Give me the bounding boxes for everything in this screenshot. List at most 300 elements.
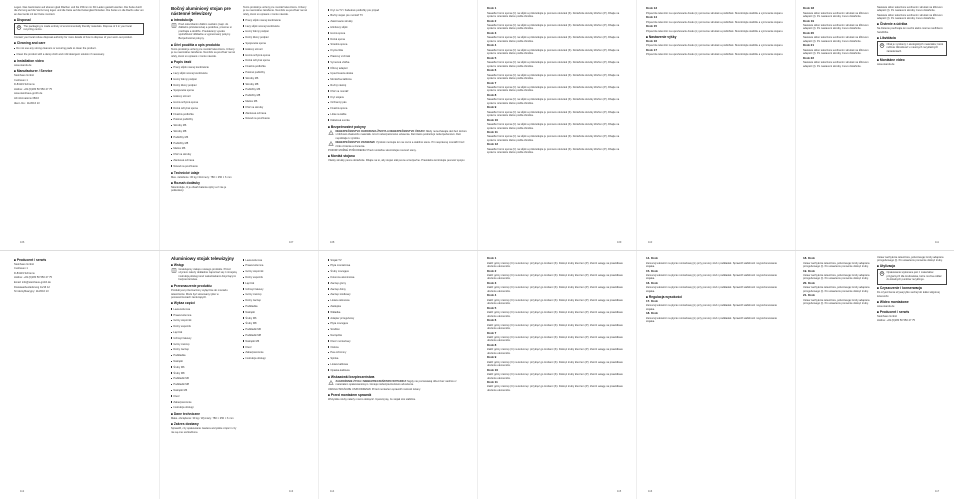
list-item-label: Dolny zaczep — [173, 348, 189, 352]
list-item-label: Ochranný pás — [330, 101, 347, 105]
service-heading: ■ Producent / serwis — [877, 309, 910, 314]
column-right — [877, 256, 947, 324]
list-item-label: Plastový vrchnák — [330, 54, 350, 58]
step-text: Nasaďte hornú spona (C) na stĺpik a priskrutkujte ju pomocou skrutiek (K). Dotiahnite skrutky kľúčom (P). Dbajte na správnu orientáciu dielov podľa obrázka. — [487, 98, 620, 105]
list-item — [171, 153, 237, 156]
list-item — [171, 406, 237, 409]
page-number: 115 — [617, 490, 622, 493]
list-item — [243, 346, 309, 349]
list-item — [171, 113, 237, 116]
list-item-label: Kryt na TV / Kabelové podložky pre prípad — [330, 8, 380, 12]
column-left — [171, 6, 237, 194]
parts-list — [328, 259, 398, 372]
step-text: Nasaďte hornú spona (C) na stĺpik a priskrutkujte ju pomocou skrutiek (K). Dotiahnite skrutky kľúčom (P). Dbajte na správnu orientáciu dielov podľa obrázka. — [487, 73, 620, 80]
page-top-4 — [477, 0, 636, 250]
list-item-label: Szablon — [330, 328, 340, 332]
list-item-label: Śruby M8 — [173, 371, 185, 375]
manufacturer-line: Hotline: +49 (0)180 50 550 47 75 — [14, 87, 52, 91]
list-item — [171, 118, 237, 121]
list-item — [243, 25, 309, 28]
step-text: Załóż górny zaczep (C) na kolumnę i przykręć go śrubami (K). Dokręć śruby kluczem (P). Zwróć uwagę na prawidłowe ułożenie elementów. — [487, 286, 623, 293]
list-item — [171, 366, 237, 369]
list-item — [243, 77, 309, 80]
page-bottom-5 — [636, 250, 795, 499]
list-item-label: Matice M6 — [245, 99, 258, 103]
step-heading: 16. Krok — [646, 280, 658, 285]
page-number: 110 — [648, 241, 653, 244]
list-item-label: Stredná spona — [330, 43, 348, 47]
disposal-heading: ■ Utylizacja — [877, 264, 896, 269]
producer-line: Email: info@steinhaus-gmbh.de — [14, 280, 51, 284]
list-item — [328, 293, 398, 296]
list-item — [243, 54, 309, 57]
step-heading: 17. Krok — [646, 298, 658, 303]
step-heading: Krok 16 — [646, 38, 658, 43]
scope-text: Sprawdź, czy opakowanie zawiera wszystkie części i czy nie są one uszkodzone. — [171, 427, 237, 434]
warning-title: NEBEZPEČENSTVO OHROZENIA ŽIVOTA A NEBEZPEČENSTVO ÚRAZU! — [335, 129, 425, 133]
parts-list — [328, 9, 398, 122]
list-item — [328, 78, 398, 81]
list-item-label: Górny wspornik — [245, 270, 264, 274]
list-item — [328, 101, 398, 104]
steps-column — [487, 256, 627, 393]
list-item-label: Nakrętki M6 — [245, 339, 260, 343]
page-bottom-1 — [0, 250, 159, 499]
step-heading: Krok 8 — [487, 342, 497, 347]
list-item — [328, 276, 398, 279]
list-item-label: Instrukcja obsługi — [173, 406, 194, 410]
step-heading: Krok 1 — [487, 6, 497, 11]
parts-list — [243, 259, 309, 361]
list-item-label: Pas ochronny — [330, 351, 347, 355]
list-item-label: Lewa kolumna — [245, 258, 263, 262]
list-item — [243, 65, 309, 68]
list-item — [171, 337, 237, 340]
list-item — [171, 165, 237, 168]
list-item — [171, 107, 237, 110]
disposal-text: Obal je vyrobený z ekologických materiálov, ktoré môžete zlikvidovať v miestnych recyklačných zariadeniach. — [886, 42, 944, 53]
disposal-box — [877, 269, 947, 284]
step-text: Załóż górny zaczep (C) na kolumnę i przykręć go śrubami (K). Dokręć śruby kluczem (P). Zwróć uwagę na prawidłowe ułożenie elementów. — [487, 373, 623, 380]
column — [328, 6, 468, 164]
step-text: Nasaďte hornú spona (C) na stĺpik a priskrutkujte ju pomocou skrutiek (K). Dotiahnite skrutky kľúčom (P). Dbajte na správnu orientáciu dielov podľa obrázka. — [487, 147, 620, 155]
step-heading: Krok 19 — [803, 18, 815, 23]
list-item-label: Osłona — [330, 345, 339, 349]
page-bottom-6 — [795, 250, 954, 499]
scope-text: Skontrolujte, či je obsah balenia úplný a či nie je poškodený. — [171, 185, 227, 192]
producer-line: Hotline: +49 (0)180 50 550 47 75 — [877, 319, 915, 323]
step-text: Zamocuj telewizor na płycie montażowej (L) przy pomocy śrub i podkładek. Sprawdź stabilność i wypoziomowanie stojaka. — [646, 304, 777, 311]
steps-column — [487, 6, 627, 156]
step-text: Zamocuj telewizor na płycie montażowej (L) przy pomocy śrub i podkładek. Sprawdź stabilność i wypoziomowanie stojaka. — [646, 261, 777, 268]
list-item-label: Návod na používanie — [173, 164, 198, 168]
list-item-label: Kľúč na skrutky — [173, 153, 192, 157]
column — [646, 6, 786, 58]
list-item — [243, 322, 309, 325]
step-text: Nasaďte hornú spona (C) na stĺpik a priskrutkujte ju pomocou skrutiek (K). Dotiahnite skrutky kľúčom (P). Dbajte na správnu orientáciu dielov podľa obrázka. — [487, 61, 620, 68]
step-text: Pripevnite televízor na upevňovaciu dosku (L) pomocou skrutiek a podložiek. Skontrolujte stabilitu a vyrovnanie stojanu. — [646, 44, 784, 48]
list-item — [171, 389, 237, 392]
step-heading: Krok 9 — [487, 105, 497, 110]
list-item-label: Śruby M6 — [173, 365, 185, 369]
step-text: Nasaďte hornú spona (C) na stĺpik a priskrutkujte ju pomocou skrutiek (K). Dotiahnite skrutky kľúčom (P). Dbajte na správnu orientáciu dielov podľa obrázka. — [487, 135, 620, 142]
svg-text:!: ! — [330, 381, 332, 385]
list-item — [328, 259, 398, 262]
disposal-text-2: Contact your local refuse disposal authority for more details of how to dispose of your worn-out product. — [14, 35, 133, 39]
step-heading: Krok 18 — [803, 6, 815, 11]
step-heading: Krok 20 — [803, 30, 815, 35]
step-text: Pripevnite televízor na upevňovaciu dosku (L) pomocou skrutiek a podložiek. Skontrolujte stabilitu a vyrovnanie stojanu. — [646, 11, 784, 15]
step-text: Ustaw nachylenie telewizora, poluzowując śruby adaptera przegubowego (I). Po ustawieniu ponownie dokręć śruby. — [803, 286, 870, 293]
warning-icon — [328, 130, 334, 135]
warning-icon — [328, 141, 334, 146]
list-item — [328, 317, 398, 320]
assembly-text: Wszystkie śruby należy mocno dokręcić. Upewnij się, że stojak stoi stabilnie. — [328, 397, 416, 401]
list-item-label: Zabezpieczenie — [173, 400, 192, 404]
page-number: 116 — [648, 490, 653, 493]
warning-block — [328, 130, 468, 141]
install-heading: ■ Installation video — [14, 59, 44, 63]
page-top-2 — [159, 0, 318, 250]
step-heading: Krok 22 — [803, 55, 815, 60]
step-heading: Krok 12 — [487, 142, 499, 147]
manufacturer-line: Steinhaus GmbH — [14, 74, 34, 77]
list-item-label: Klucz — [245, 345, 252, 349]
parts-list — [171, 66, 237, 168]
list-item — [328, 270, 398, 273]
producer-line: Hotline: +49 (0)180 50 550 47 75 — [14, 276, 52, 280]
step-text: Zamocuj telewizor na płycie montażowej (L) przy pomocy śrub i podkładek. Sprawdź stabilność i wypoziomowanie stojaka. — [646, 316, 777, 324]
step-heading: Krok 11 — [487, 130, 498, 135]
tech-text: Maks. obciążenie: 30 kg / Wymiary: 780 × 250 × 6 mm — [171, 417, 234, 421]
column-right — [243, 256, 309, 363]
recycle-icon — [16, 25, 22, 30]
list-item-label: Bočný stojan pre montáž TV — [330, 14, 363, 18]
list-item-label: Płyta montażowa — [330, 264, 351, 268]
list-item — [243, 351, 309, 354]
list-item — [328, 119, 398, 122]
list-item — [171, 360, 237, 363]
purpose-heading: ■ Przeznaczenie produktu — [171, 284, 212, 289]
list-item-label: Kľúč na montáž — [330, 89, 349, 93]
step-text: Nasaďte hornú spona (C) na stĺpik a priskrutkujte ju pomocou skrutiek (K). Dotiahnite skrutky kľúčom (P). Dbajte na správnu orientáciu dielov podľa obrázka. — [487, 123, 620, 130]
list-item-label: Klucz montażowy — [330, 339, 351, 343]
list-item-label: Listwa osłonowa — [330, 299, 350, 303]
step-text: Załóż górny zaczep (C) na kolumnę i przykręć go śrubami (K). Dokręć śruby kluczem (P). Zwróć uwagę na prawidłowe ułożenie elementów. — [487, 298, 623, 306]
list-item-label: Zámková ochrana — [173, 158, 195, 162]
parts-list — [171, 308, 237, 410]
step-heading: Krok 2 — [487, 268, 497, 273]
list-item-label: Hliníkový stĺpik — [330, 25, 348, 29]
list-item — [328, 288, 398, 291]
list-item-label: Fixačná spona — [330, 107, 348, 111]
step-heading: Krok 10 — [487, 117, 499, 122]
page-title: Bočný aluminiový stojan pre nástenné televízory — [171, 6, 231, 16]
list-item-label: Kryt stojanu — [330, 95, 345, 99]
page-number: 113 — [289, 490, 294, 493]
list-item — [171, 308, 237, 311]
list-item — [243, 305, 309, 308]
section-heading: ■ Regulacja wysokości — [646, 294, 683, 299]
list-item — [171, 383, 237, 386]
scope-heading: ■ Rozsah dodávky — [171, 180, 200, 185]
step-text: Załóż górny zaczep (C) na kolumnę i przykręć go śrubami (K). Dokręć śruby kluczem (P). Zwróć uwagę na prawidłowe ułożenie elementów. — [487, 360, 623, 368]
page-number: 109 — [617, 241, 622, 244]
step-text: Nastavte sklon televízora uvoľnením skrutiek na kĺbovom adaptéri (I). Po nastavení skrutky znovu dotiahnite. — [803, 48, 869, 56]
list-item — [171, 130, 237, 133]
purpose-text: Produkt jest przeznaczony wyłącznie do montażu telewizorów. Może być stosowany tylko w pomieszczeniach zamkniętych. — [171, 289, 228, 300]
list-item-label: Návod na používanie — [245, 117, 270, 121]
step-text: Ustaw nachylenie telewizora, poluzowując śruby adaptera przegubowego (I). Po ustawieniu ponownie dokręć śruby. — [877, 256, 944, 263]
page-top-6 — [795, 0, 954, 250]
list-item — [243, 36, 309, 39]
list-item — [243, 340, 309, 343]
column-left — [803, 256, 873, 307]
step-heading: Krok 13 — [646, 6, 658, 11]
care-text: Na čistenie používajte len suchú alebo mierne navlhčenú handričku. — [877, 27, 943, 34]
step-heading: 21. Krok — [803, 293, 815, 298]
steps-list — [646, 40, 786, 57]
disposal-box — [877, 41, 947, 56]
notice-text: UWAGA! MOŻLIWE USZKODZENIA! Przed montażem sprawdź nośność ściany. — [328, 387, 421, 391]
list-item-label: Łącznik — [173, 331, 183, 334]
step-heading: Krok 3 — [487, 280, 497, 285]
list-item — [243, 94, 309, 97]
manufacturer-heading: ■ Manufacturer / Service — [14, 69, 53, 73]
step-text: Nastavte sklon televízora uvoľnením skrutiek na kĺbovom adaptéri (I). Po nastavení skrutky znovu dotiahnite. — [803, 36, 869, 43]
list-item — [243, 288, 309, 291]
producer-line: Steinhaus GmbH — [877, 314, 897, 318]
manufacturer-line: Cuxhaven 1 — [14, 78, 28, 82]
list-item — [243, 106, 309, 109]
list-item-label: Skrutky M8 — [245, 82, 259, 86]
list-item — [171, 348, 237, 351]
list-item — [171, 142, 237, 145]
list-item — [328, 328, 398, 331]
list-item-label: Nakrętki — [245, 310, 255, 314]
list-item — [171, 136, 237, 139]
video-heading: ■ Wideo montażowe — [877, 299, 909, 304]
steps-list — [803, 7, 873, 68]
step-heading: Krok 5 — [487, 305, 497, 310]
list-item — [328, 49, 398, 52]
step-text: Nastavte sklon televízora uvoľnením skrutiek na kĺbovom adaptéri (I). Po nastavení skrutky znovu dotiahnite. — [803, 11, 869, 18]
list-item-label: Spojovacia spona — [245, 42, 266, 45]
step-text: Pripevnite televízor na upevňovaciu dosku (L) pomocou skrutiek a podložiek. Skontrolujte stabilitu a vyrovnanie stojanu. — [646, 29, 784, 33]
list-item-label: Spojovacia spona — [173, 89, 194, 93]
step-text: Nasaďte hornú spona (C) na stĺpik a priskrutkujte ju pomocou skrutiek (K). Dotiahnite skrutky kľúčom (P). Dbajte na správnu orientáciu dielov podľa obrázka. — [487, 110, 620, 118]
list-item-label: Górny zaczep — [173, 342, 190, 346]
disposal-heading: ■ Disposal — [14, 17, 31, 22]
list-item-label: Zaślepka — [330, 304, 341, 308]
page-number: 107 — [289, 241, 294, 244]
list-item-label: Dolný šikmý podpier — [173, 83, 197, 87]
list-item-label: Ľavý stĺpik nosnej konštrukcie — [173, 72, 208, 76]
warning-text: Nigdy nie pozostawiaj dzieci bez nadzoru z materiałem opakowaniowym. Istnieje niebezpieczeństwo uduszenia. — [335, 379, 457, 387]
warning-text: Výrobok montujte len na rovnú a stabilnú stenu. Pri nesprávnej montáži hrozí riziko zrútenia a zranenia. — [335, 141, 465, 148]
list-item — [243, 83, 309, 86]
list-item — [243, 117, 309, 120]
step-text: Nastavte sklon televízora uvoľnením skrutiek na kĺbovom adaptéri (I). Po nastavení skrutky znovu dotiahnite. — [877, 6, 943, 13]
list-item — [328, 264, 398, 267]
producer-line: Nr identyfikacyjny: 11/2016 13 — [14, 290, 49, 294]
step-text: Nasaďte hornú spona (C) na stĺpik a priskrutkujte ju pomocou skrutiek (K). Dotiahnite skrutky kľúčom (P). Dbajte na správnu orientáciu dielov podľa obrázka. — [487, 85, 620, 93]
list-item — [243, 264, 309, 267]
steps-list — [646, 257, 786, 293]
svg-text:!: ! — [330, 143, 332, 147]
info-block — [171, 268, 237, 283]
list-item — [171, 84, 237, 87]
step-heading: Krok 5 — [487, 55, 497, 60]
video-url[interactable]: www.stands.de — [877, 304, 895, 308]
list-item-label: Lewa kolumna — [173, 307, 191, 311]
list-item — [328, 305, 398, 308]
list-item-label: Dolná úchytná spona — [173, 106, 198, 110]
list-item-label: Podkładki M6 — [245, 328, 261, 332]
list-item-label: Podložky M6 — [173, 135, 189, 139]
producer-heading: ■ Producent / serwis — [14, 257, 47, 262]
list-item — [171, 325, 237, 328]
step-heading: 18. Krok — [646, 311, 658, 316]
step-text: Ustaw nachylenie telewizora, poluzowując śruby adaptera przegubowego (I). Po ustawieniu ponownie dokręć śruby. — [803, 261, 870, 268]
list-item-label: Zaczep środkowy — [330, 293, 351, 297]
step-text: Zamocuj telewizor na płycie montażowej (L) przy pomocy śrub i podkładek. Sprawdź stabilność i wypoziomowanie stojaka. — [646, 273, 777, 281]
step-heading: Krok 21 — [803, 43, 815, 48]
list-item — [243, 357, 309, 360]
manufacturer-line: D-84119 Schrems — [14, 83, 35, 87]
step-heading: Krok 15 — [646, 24, 658, 29]
page-bottom-2 — [159, 250, 318, 499]
step-heading: 20. Krok — [803, 280, 815, 285]
scope-heading: ■ Zakres dostawy — [171, 422, 199, 427]
manufacturer-line: www.steinhaus-gmbh.de — [14, 92, 43, 96]
list-item — [328, 9, 398, 12]
list-item-label: Nakrętki — [173, 359, 183, 363]
list-item — [328, 61, 398, 64]
step-heading: Krok 10 — [487, 367, 499, 372]
list-item-label: Kľúč na skrutky — [245, 105, 264, 109]
page-top-1 — [0, 0, 159, 250]
safety-heading: ■ Bezpečnostné pokyny — [328, 124, 366, 129]
list-item-label: Lišta na káble — [330, 112, 347, 116]
list-item-label: Podkładki M8 — [245, 333, 261, 337]
list-item — [328, 107, 398, 110]
list-item — [328, 55, 398, 58]
list-item — [171, 159, 237, 162]
list-item-label: Uchwyt hakowy — [173, 336, 192, 340]
purpose-heading: ■ Účel použitia a opis produktu — [171, 42, 220, 47]
warning-icon — [328, 380, 334, 385]
tech-text: Max. zaťaženie: 30 kg / Rozmery: 780 × 250 × 6 mm — [171, 175, 232, 179]
list-item-label: Instrukcja obsługi — [245, 357, 266, 361]
install-url[interactable]: www.stands.de — [14, 64, 32, 67]
column — [14, 6, 144, 106]
list-item-label: Horný šikmý podpier — [173, 77, 198, 81]
list-item — [243, 30, 309, 33]
list-item-label: Listwa kablowa — [330, 362, 348, 366]
list-item — [243, 270, 309, 273]
list-item-label: Skrutky M6 — [173, 124, 187, 128]
book-icon — [171, 268, 177, 273]
step-heading: Krok 6 — [487, 68, 497, 73]
list-item-label: Pravý stĺpik nosnej konštrukcie — [245, 18, 281, 22]
list-item — [328, 113, 398, 116]
step-heading: Krok 6 — [487, 318, 497, 323]
list-item-label: Podkładki M8 — [173, 383, 189, 387]
step-text: Nasaďte hornú spona (C) na stĺpik a priskrutkujte ju pomocou skrutiek (K). Dotiahnite skrutky kľúčom (P). Dbajte na správnu orientáciu dielov podľa obrázka. — [487, 36, 620, 43]
list-item — [328, 346, 398, 349]
step-heading: Krok 7 — [487, 330, 497, 335]
list-item — [243, 48, 309, 51]
list-item — [171, 319, 237, 322]
intro-text: Gratulujemy zakupu nowego produktu. Przed użyciem należy dokładnie zapoznać się z niniejszą instrukcją obsługi oraz wskazówkami dotyczącymi bezpieczeństwa. — [178, 268, 237, 282]
list-item — [328, 96, 398, 99]
list-item-label: Upevňovacia doska — [330, 72, 354, 76]
steps-list — [646, 7, 786, 33]
list-item: Do not use any strong cleaners or scouring pads to clean the product. — [14, 47, 144, 50]
list-item-label: Fixačná podložka — [173, 112, 194, 116]
intro-heading: ■ Wstęp — [171, 263, 184, 267]
tech-heading: ■ Technické údaje — [171, 170, 200, 175]
list-item — [171, 78, 237, 81]
list-item-label: Płyta mocująca — [330, 322, 348, 326]
care-heading: ■ Czyszczenie i konserwacja — [877, 286, 922, 291]
list-item-label: Poistné podložky — [245, 70, 265, 74]
column-right — [243, 6, 309, 123]
intro-text: Tento produkt je určený pre montáž televízorov. Určený je na maximálne zaťaženie. Nemôže sa používať na iné účely, ktoré sú opísané v tomto návode. — [243, 6, 308, 16]
list-item — [328, 311, 398, 314]
column — [646, 256, 786, 325]
list-item-label: Nakrętki M6 — [173, 388, 188, 392]
list-item-label: Podkładka — [173, 354, 186, 358]
list-item-label: Hákový strmeň — [173, 95, 191, 99]
list-item-label: Hákový strmeň — [245, 47, 263, 51]
step-text: Nastavte sklon televízora uvoľnením skrutiek na kĺbovom adaptéri (I). Po nastavení skrutky znovu dotiahnite. — [803, 61, 869, 68]
step-heading: Krok 11 — [487, 380, 498, 385]
step-text: Pripevnite televízor na upevňovaciu dosku (L) pomocou skrutiek a podložiek. Skontrolujte stabilitu a vyrovnanie stojanu. — [646, 20, 784, 24]
intro-text: Legen. Das Gerät kann auf ebenen glatt Flächen und bis 150mm im Kfz-Laden gestellt werden. Die Kette durch die Zurrung auf die Verzurrung legen und die Kette auf die Kettenglied hinteilen. Die Kette um die Dachs oder um an das Gerät mit der Kette montiert. — [14, 6, 144, 16]
step-text: Załóż górny zaczep (C) na kolumnę i przykręć go śrubami (K). Dokręć śruby kluczem (P). Zwróć uwagę na prawidłowe ułożenie elementów. — [487, 273, 623, 281]
list-item — [171, 101, 237, 104]
step-heading: 18. Krok — [803, 256, 815, 261]
step-text: Załóż górny zaczep (C) na kolumnę i przykręć go śrubami (K). Dokręć śruby kluczem (P). Zwróć uwagę na prawidłowe ułożenie elementów. — [487, 348, 623, 355]
list-item-label: Dolný šikmý podpier — [245, 36, 269, 40]
list-item — [328, 20, 398, 23]
list-item — [171, 89, 237, 92]
list-item-label: Dolná spona — [330, 37, 345, 41]
cleaning-heading: ■ Cleaning and care — [14, 40, 46, 45]
list-item — [328, 369, 398, 372]
step-heading: 15. Krok — [646, 268, 658, 273]
video-url[interactable]: www.stands.de — [877, 62, 895, 66]
step-heading: Krok 8 — [487, 92, 497, 97]
list-item-label: Vymenná vložka — [330, 60, 350, 64]
disposal-heading: ■ Likvidácia — [877, 35, 896, 40]
warning-text: Nikdy nenechávajte deti bez dozoru v blízkosti obalového materiálu. Hrozí nebezpečenstvo udusenia. Deti často podceňujú nebezpečenstvo. Deti nepúšťajte k výrobku. — [335, 129, 467, 140]
list-item — [328, 363, 398, 366]
page-top-5 — [636, 0, 795, 250]
page-top-3 — [318, 0, 477, 250]
list-item-label: Skrutky M8 — [173, 129, 187, 133]
list-item — [171, 377, 237, 380]
step-heading: Krok 14 — [646, 15, 658, 20]
column-left — [171, 256, 237, 435]
steps-list — [803, 257, 873, 305]
list-item — [171, 395, 237, 398]
page-bottom-3 — [318, 250, 477, 499]
list-item — [171, 66, 237, 69]
list-item-label: Ľavý stĺpik nosnej konštrukcie — [245, 24, 280, 28]
